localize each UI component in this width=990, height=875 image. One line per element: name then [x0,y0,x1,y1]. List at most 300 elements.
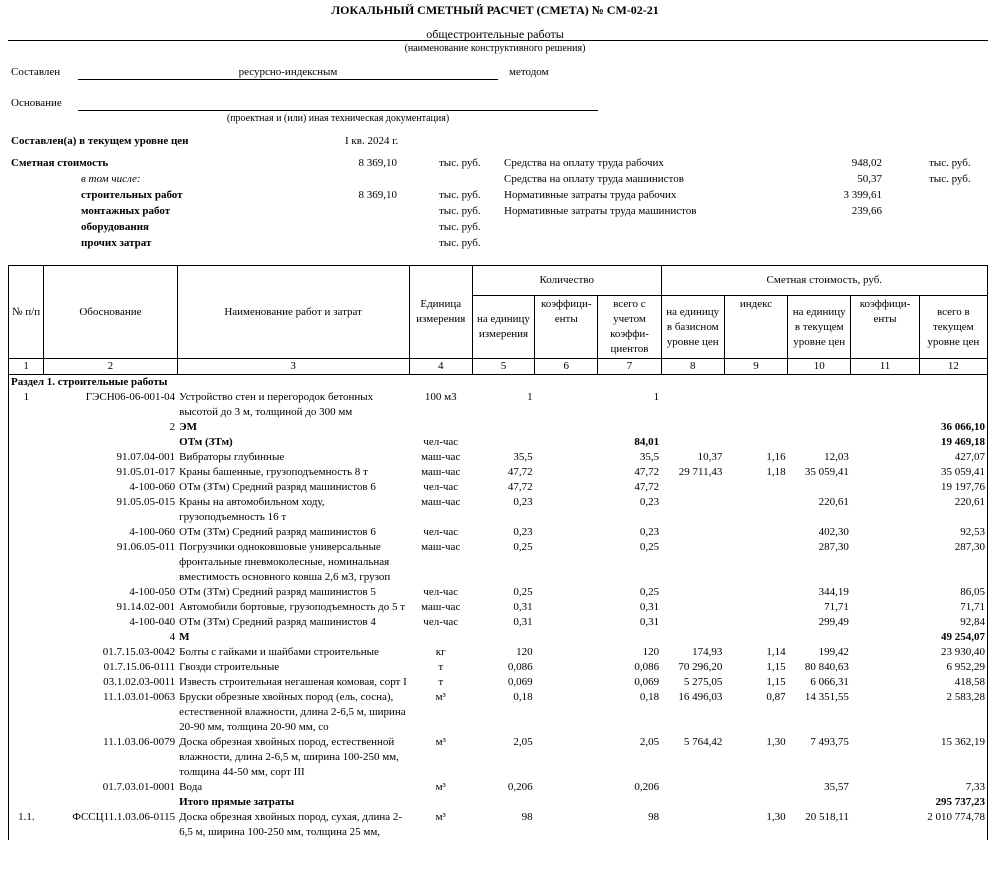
cell-q2 [535,435,598,450]
cell-q1: 35,5 [513,451,533,463]
cell-q1: 0,25 [513,541,533,553]
price-level-value: I кв. 2024 г. [345,135,399,147]
cell-c9 [724,390,787,420]
table-row [9,465,988,480]
cell-unit: маш-час [421,451,461,463]
cell-c9: 0,87 [766,691,786,703]
cell-unit [409,795,472,810]
total-cost-label: Сметная стоимость [11,157,109,169]
cell-unit: чел-час [423,436,459,448]
construction-works-value: 8 369,10 [358,189,397,201]
cell-c9 [724,780,787,795]
cell-c10: 402,30 [818,526,849,538]
header-qty-total: всего с учетом коэффи-циентов [598,296,661,359]
cell-num: 1.1. [9,810,44,840]
cell-q2 [535,540,598,585]
cell-name: ОТм (ЗТм) Средний разряд машинистов 6 [179,526,376,538]
cell-code: 91.07.04-001 [116,451,176,463]
cell-c8: 5 764,42 [683,736,723,748]
header-cost-base: на единицу в базисном уровне цен [661,296,724,359]
cell-c11 [851,480,919,495]
cell-c12: 7,33 [919,780,987,795]
cell-code: 4-100-040 [129,616,176,628]
cell-q1: 98 [521,811,533,823]
cell-code: 91.14.02-001 [116,601,176,613]
table-row [9,585,988,600]
cell-q1: 1 [527,391,533,403]
cell-c8: 10,37 [697,451,723,463]
header-quantity: Количество [472,266,661,296]
cell-code: 4-100-060 [129,526,176,538]
cell-c11 [851,780,919,795]
cell-q1: 0,069 [507,676,533,688]
cell-c9 [724,600,787,615]
cell-c10: 14 351,55 [804,691,849,703]
header-qty-coef: коэффици-енты [535,296,598,359]
cell-unit [409,630,472,645]
cell-q1: 0,23 [513,526,533,538]
composed-underline [78,79,498,80]
table-row [9,780,988,795]
cell-code [44,795,178,810]
cell-c11 [851,600,919,615]
cell-code: 4-100-050 [129,586,176,598]
cell-code [44,435,178,450]
header-basis: Обоснование [44,266,178,359]
cell-q2 [535,585,598,600]
cell-q3: 0,31 [639,616,660,628]
column-number: 1 [9,359,44,375]
table-row [9,540,988,585]
cell-q2 [535,600,598,615]
header-cost-index: индекс [724,296,787,359]
cell-c10: 220,61 [818,496,849,508]
column-number: 7 [598,359,661,375]
cell-c9: 1,18 [766,466,786,478]
cell-q3: 120 [642,646,660,658]
cell-c12: 2 010 774,78 [919,810,987,840]
cell-c9: 1,15 [766,676,786,688]
cell-code: 01.7.15.06-0111 [103,661,176,673]
table-row [9,420,988,435]
cell-code: 91.05.05-015 [116,496,176,508]
cell-q3: 0,23 [639,496,660,508]
cell-q2 [535,660,598,675]
cell-c12: 71,71 [919,600,987,615]
other-costs-unit: тыс. руб. [439,237,481,249]
cell-name: Доска обрезная хвойных пород, сухая, длина 2-6,5 м, ширина 100-250 мм, толщина 25 мм, [179,811,403,838]
cell-c9 [724,615,787,630]
cell-c12: 15 362,19 [919,735,987,780]
cell-c10: 71,71 [824,601,849,613]
cell-q3: 0,206 [634,781,660,793]
cell-q3: 35,5 [639,451,660,463]
header-qty-per-unit: на единицу измерения [472,296,534,359]
construction-works-unit: тыс. руб. [439,189,481,201]
cell-unit: т [438,676,444,688]
document-title: ЛОКАЛЬНЫЙ СМЕТНЫЙ РАСЧЕТ (СМЕТА) № СМ-02-21 [331,3,659,17]
cell-q2 [535,450,598,465]
labor-workers-label: Нормативные затраты труда рабочих [504,189,677,201]
construction-type: общестроительные работы [426,27,564,41]
cell-name: ОТм (ЗТм) [179,436,233,448]
cell-c11 [851,645,919,660]
cell-name: Вибраторы глубинные [179,451,285,463]
header-name: Наименование работ и затрат [177,266,409,359]
cell-q3: 0,25 [639,541,660,553]
cell-unit [409,420,472,435]
cell-code: 91.05.01-017 [116,466,176,478]
cell-c10: 80 840,63 [804,661,849,673]
cell-c9 [724,630,787,645]
total-cost-value: 8 369,10 [358,157,397,169]
cell-c11 [851,675,919,690]
cell-c9: 1,16 [766,451,786,463]
wages-machinists-unit: тыс. руб. [929,173,971,185]
table-row [9,645,988,660]
cell-q1: 120 [516,646,533,658]
cell-num [9,615,44,630]
header-cost: Сметная стоимость, руб. [661,266,987,296]
cell-unit: м³ [435,736,446,748]
cell-c8 [661,585,724,600]
column-numbers-row [9,359,988,375]
cell-num [9,780,44,795]
cell-code: 2 [169,421,176,433]
other-costs-label: прочих затрат [81,237,152,249]
cell-c12: 287,30 [919,540,987,585]
cell-q3: 0,086 [634,661,660,673]
cell-q2 [535,795,598,810]
cell-c10 [788,795,851,810]
cell-c8: 174,93 [692,646,723,658]
cell-c10: 20 518,11 [805,811,849,823]
cell-code: 01.7.15.03-0042 [102,646,176,658]
basis-underline [78,110,598,111]
cell-c10: 287,30 [818,541,849,553]
cell-q2 [535,420,598,435]
labor-workers-value: 3 399,61 [843,189,882,201]
cell-c8 [661,795,724,810]
cell-unit: чел-час [423,481,459,493]
cell-c12: 35 059,41 [919,465,987,480]
cell-q3 [598,420,661,435]
wages-machinists-label: Средства на оплату труда машинистов [504,173,684,185]
cell-c11 [851,465,919,480]
cell-c11 [851,615,919,630]
column-number: 12 [919,359,987,375]
cell-name: Итого прямые затраты [179,796,295,808]
cell-q2 [535,675,598,690]
table-row [9,810,988,840]
table-row [9,525,988,540]
cell-q2 [535,615,598,630]
cell-c8: 70 296,20 [678,661,723,673]
cell-c10 [788,435,851,450]
cell-c11 [851,735,919,780]
cell-unit: кг [435,646,446,658]
basis-note: (проектная и (или) иная техническая документация) [226,113,450,124]
cell-code: 4 [169,631,176,643]
cell-c12 [919,390,987,420]
cell-c12: 6 952,29 [919,660,987,675]
cell-c8 [661,480,724,495]
cell-name: Болты с гайками и шайбами строительные [179,646,379,658]
cell-name: Автомобили бортовые, грузоподъемность до 5 т [179,601,406,613]
table-row [9,600,988,615]
cell-c9 [724,540,787,585]
cell-c8 [661,495,724,525]
cell-code: 91.06.05-011 [116,541,176,553]
cell-q2 [535,645,598,660]
header-cost-coef: коэффици-енты [851,296,919,359]
table-row [9,675,988,690]
cell-q1: 0,23 [513,496,533,508]
cell-c9 [724,480,787,495]
header-unit: Единица измерения [409,266,472,359]
basis-label: Основание [11,97,62,109]
cell-q3: 84,01 [634,436,660,448]
table-row [9,480,988,495]
cell-c10: 7 493,75 [810,736,849,748]
wages-workers-unit: тыс. руб. [929,157,971,169]
cell-num [9,735,44,780]
cell-q2 [535,690,598,735]
cell-c10: 6 066,31 [810,676,849,688]
cell-q2 [535,810,598,840]
cell-code: 11.1.03.01-0063 [103,691,176,703]
cell-name: Доска обрезная хвойных пород, естественной влажности, длина 2-6,5 м, ширина 100-250 мм, толщина 44-50 мм, сорт III [179,736,399,778]
cell-q3: 0,069 [634,676,660,688]
cell-q3: 0,25 [639,586,660,598]
cell-c9: 1,30 [766,811,786,823]
cell-name: Вода [179,781,203,793]
cell-c9: 1,15 [766,661,786,673]
cell-name: Краны башенные, грузоподъемность 8 т [179,466,368,478]
cell-num [9,435,44,450]
cell-num [9,525,44,540]
cell-code: 11.1.03.06-0079 [103,736,176,748]
cell-c8 [661,630,724,645]
cell-c9 [724,495,787,525]
cell-c11 [851,390,919,420]
cell-code: ФССЦ11.1.03.06-0115 [72,811,176,823]
cell-c10 [788,480,851,495]
cell-q3: 1 [653,391,660,403]
cell-q2 [535,780,598,795]
cell-code: 03.1.02.03-0011 [103,676,176,688]
header-num: № п/п [9,266,44,359]
cell-c10: 35,57 [824,781,849,793]
cell-c11 [851,585,919,600]
table-row [9,390,988,420]
cell-c11 [851,420,919,435]
table-row [9,495,988,525]
cell-num [9,480,44,495]
cell-q1: 0,25 [513,586,533,598]
installation-works-label: монтажных работ [81,205,171,217]
cell-c8 [661,435,724,450]
cell-num [9,795,44,810]
cell-num: 1 [9,390,44,420]
cell-name: Бруски обрезные хвойных пород (ель, сосна), естественной влажности, длина 2-6,5 м, ширина 20-90 мм, толщина 20-90 мм, со [179,691,406,733]
cell-c10 [788,420,851,435]
cell-c9 [724,525,787,540]
cell-c11 [851,450,919,465]
cell-c12: 92,53 [919,525,987,540]
cell-q3: 0,18 [639,691,660,703]
cell-num [9,585,44,600]
cell-q2 [535,480,598,495]
cell-c11 [851,525,919,540]
cell-q1: 0,31 [513,601,533,613]
cell-q1: 2,05 [513,736,533,748]
cell-c12: 86,05 [919,585,987,600]
cell-c9 [724,585,787,600]
cell-code: 01.7.03.01-0001 [102,781,176,793]
cell-num [9,675,44,690]
cell-c8 [661,780,724,795]
section-title: Раздел 1. строительные работы [9,375,988,391]
cell-c12: 19 469,18 [919,435,987,450]
table-row [9,630,988,645]
cell-c9 [724,795,787,810]
column-number: 2 [44,359,178,375]
cell-num [9,495,44,525]
cell-c9 [724,420,787,435]
cell-q1: 47,72 [507,481,533,493]
cell-num [9,660,44,675]
cell-num [9,600,44,615]
table-row [9,690,988,735]
column-number: 11 [851,359,919,375]
composed-method: ресурсно-индексным [238,66,338,78]
cell-name: Устройство стен и перегородок бетонных высотой до 3 м, толщиной до 300 мм [179,391,374,418]
cell-c8: 16 496,03 [678,691,723,703]
cell-num [9,465,44,480]
cell-q3: 98 [648,811,660,823]
cell-c8 [661,390,724,420]
cell-unit: маш-час [421,601,461,613]
composed-label: Составлен [11,66,61,78]
cell-c9 [724,435,787,450]
cell-c11 [851,540,919,585]
cell-c11 [851,795,919,810]
cell-c8: 5 275,05 [683,676,723,688]
cell-unit: маш-час [421,466,461,478]
wages-workers-label: Средства на оплату труда рабочих [504,157,664,169]
table-row [9,435,988,450]
cell-unit: чел-час [423,616,459,628]
cell-c9: 1,30 [766,736,786,748]
labor-machinists-value: 239,66 [851,205,882,217]
cell-q3: 0,31 [639,601,660,613]
cell-q1 [472,420,534,435]
cell-c8 [661,600,724,615]
cell-name: Краны на автомобильном ходу, грузоподъемность 16 т [179,496,325,523]
cell-q3: 47,72 [634,466,660,478]
column-number: 10 [788,359,851,375]
cell-q3: 0,23 [639,526,660,538]
column-number: 3 [177,359,409,375]
cell-c12: 23 930,40 [919,645,987,660]
composed-suffix: методом [509,66,549,78]
labor-machinists-label: Нормативные затраты труда машинистов [504,205,697,217]
cell-c12: 36 066,10 [919,420,987,435]
cell-num [9,690,44,735]
cell-num [9,630,44,645]
cell-unit: м³ [435,811,446,823]
table-row [9,450,988,465]
cell-c8 [661,540,724,585]
cell-c11 [851,660,919,675]
cell-unit: чел-час [423,586,459,598]
cell-unit: 100 м3 [424,391,457,403]
including-label: в том числе: [81,173,141,185]
cell-c11 [851,435,919,450]
cell-c8 [661,525,724,540]
cell-q3 [598,795,661,810]
cell-q1 [472,435,534,450]
cell-name: Известь строительная негашеная комовая, сорт I [179,676,407,688]
cell-c8 [661,420,724,435]
cell-q3 [598,630,661,645]
cell-c10: 344,19 [818,586,849,598]
cell-num [9,540,44,585]
cell-q2 [535,525,598,540]
column-number: 4 [409,359,472,375]
table-row [9,795,988,810]
cell-name: Гвозди строительные [179,661,280,673]
cell-unit: маш-час [421,541,461,553]
column-number: 6 [535,359,598,375]
column-number: 9 [724,359,787,375]
cell-c11 [851,810,919,840]
cell-name: ОТм (ЗТм) Средний разряд машинистов 5 [179,586,376,598]
equipment-unit: тыс. руб. [439,221,481,233]
cell-q2 [535,390,598,420]
cell-num [9,450,44,465]
cell-c12: 427,07 [919,450,987,465]
cell-q2 [535,735,598,780]
cell-unit: чел-час [423,526,459,538]
cell-c10: 12,03 [824,451,849,463]
cell-q3: 47,72 [634,481,660,493]
cell-q1 [472,630,534,645]
cell-c10: 299,49 [818,616,849,628]
total-cost-unit: тыс. руб. [439,157,481,169]
cell-num [9,420,44,435]
cell-q1: 0,206 [507,781,533,793]
cell-c10 [788,390,851,420]
construction-works-label: строительных работ [81,189,183,201]
cell-c10: 35 059,41 [804,466,849,478]
cell-q1: 0,086 [507,661,533,673]
equipment-label: оборудования [81,221,149,233]
cell-name: Погрузчики одноковшовые универсальные фронтальные пневмоколесные, номинальная вместимость основного ковша 2,6 м3, грузоп [179,541,391,583]
cell-q2 [535,465,598,480]
cell-c11 [851,495,919,525]
cell-c10: 199,42 [818,646,849,658]
header-cost-total: всего в текущем уровне цен [919,296,987,359]
cell-name: ОТм (ЗТм) Средний разряд машинистов 4 [179,616,376,628]
price-level-label: Составлен(а) в текущем уровне цен [11,135,189,147]
cell-name: ОТм (ЗТм) Средний разряд машинистов 6 [179,481,376,493]
cell-name: М [179,631,190,643]
cell-q1: 47,72 [507,466,533,478]
cell-c12: 295 737,23 [919,795,987,810]
table-row [9,660,988,675]
